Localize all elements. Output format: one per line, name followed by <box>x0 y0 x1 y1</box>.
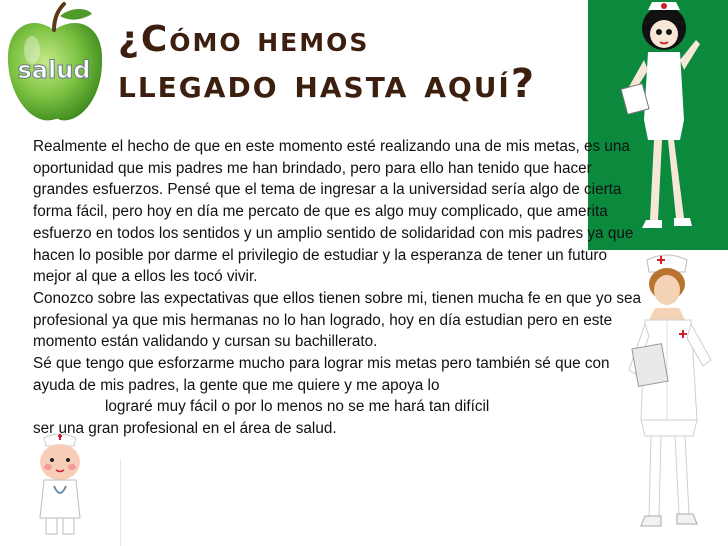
body-text <box>33 136 643 440</box>
paragraph-3-final-line: ser una gran profesional en el área de salud. <box>33 420 337 438</box>
paragraph-3-indented-line: lograré muy fácil o por lo menos no se me hará tan difícil <box>105 398 490 416</box>
divider-line <box>120 460 121 546</box>
paragraph-3: Sé que tengo que esforzarme mucho para lograr mis metas pero también sé que con ayuda de mis padres, la gente que me quiere y me apoya lo <box>33 355 610 394</box>
apple-label: salud <box>17 56 91 84</box>
title-line-1: ¿Cómo hemos <box>118 19 370 60</box>
paragraph-1: Realmente el hecho de que en este momento esté realizando una de mis metas, es una oportunidad que mis padres me han brindado, pero para ello han tenido que hacer grandes esfuerzos. Pensé que el tema de ingresar a la universidad sería algo de cierta forma fácil, pero hoy en día me percato de que es algo muy complicado, que amerita esfuerzo en todos los sentidos y un amplio sentido de solidaridad con mis padres ya que hacen lo posible por darme el privilegio de estudiar y la esperanza de tener un futuro mejor al que a ellos les tocó vivir. <box>33 138 634 286</box>
apple-icon <box>2 2 106 126</box>
nurse-doll-icon <box>30 430 90 540</box>
page-title <box>118 18 536 106</box>
title-line-2: llegado hasta aquí? <box>118 61 537 107</box>
paragraph-2: Conozco sobre las expectativas que ellos tienen sobre mi, tienen mucha fe en que yo sea profesional ya que mis hermanas no lo han logrado, hoy en día estudian pero en este momento están validando y cursan su bachillerato. <box>33 289 641 351</box>
